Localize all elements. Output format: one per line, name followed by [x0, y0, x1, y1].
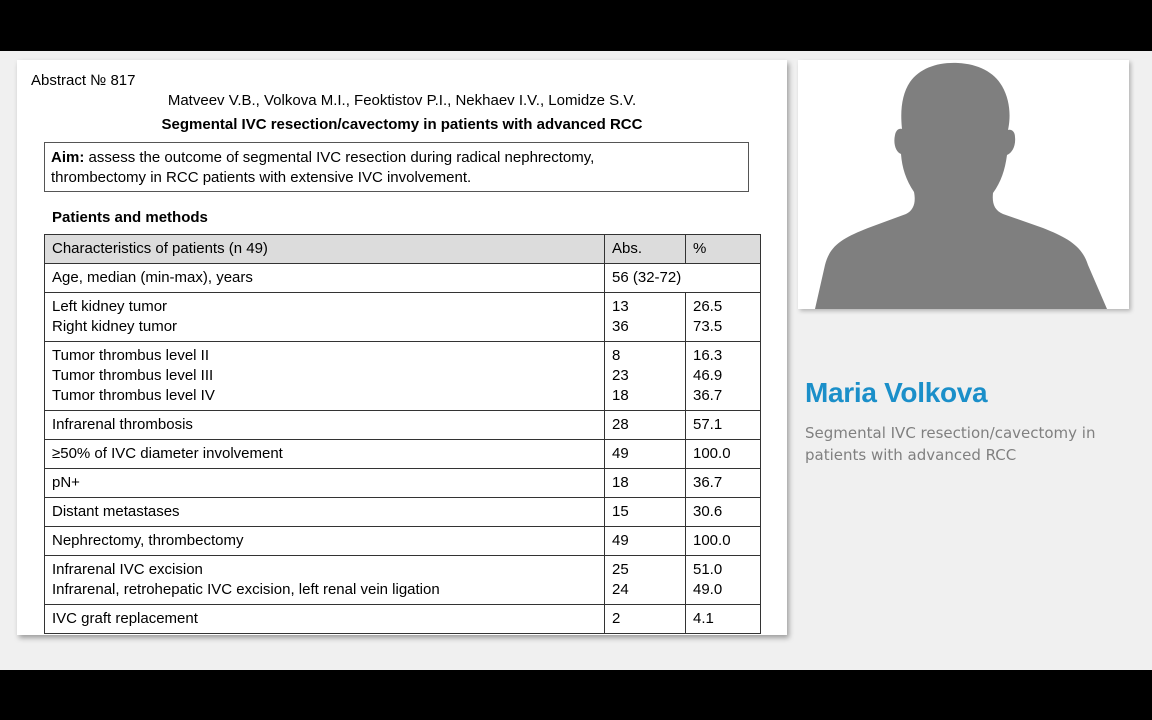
- row-percent-cell: [686, 527, 761, 556]
- row-abs: 23: [612, 367, 629, 384]
- row-abs: 2: [612, 610, 621, 627]
- row-percent: 46.9: [693, 367, 723, 384]
- row-label-cell: [45, 440, 605, 469]
- speaker-topic: Segmental IVC resection/cavectomy in patients with advanced RCC: [805, 424, 1096, 464]
- speaker-name: Maria Volkova: [805, 377, 988, 408]
- authors-line: Matveev V.B., Volkova M.I., Feoktistov P.I., Nekhaev I.V., Lomidze S.V.: [167, 92, 637, 109]
- row-percent: 73.5: [693, 318, 723, 335]
- row-label: IVC graft replacement: [52, 610, 198, 627]
- row-percent-cell: [686, 498, 761, 527]
- row-percent-cell: [686, 605, 761, 634]
- table-row: [45, 498, 761, 527]
- row-percent: 26.5: [693, 298, 723, 315]
- patients-table: [44, 234, 761, 634]
- row-percent: 16.3: [693, 347, 723, 364]
- row-percent: 30.6: [693, 503, 723, 520]
- row-percent-cell: [686, 440, 761, 469]
- speaker-photo: [798, 60, 1129, 309]
- table-row: [45, 605, 761, 634]
- row-label-cell: [45, 293, 605, 342]
- row-label: ≥50% of IVC diameter involvement: [52, 445, 283, 462]
- row-label: Infrarenal IVC excision: [52, 561, 203, 578]
- row-abs: 49: [612, 532, 629, 549]
- row-abs-cell: [605, 527, 686, 556]
- row-label-cell: [45, 556, 605, 605]
- row-percent: 100.0: [693, 532, 731, 549]
- row-percent: 36.7: [693, 387, 723, 404]
- row-abs: 13: [612, 298, 629, 315]
- row-label: Infrarenal, retrohepatic IVC excision, left renal vein ligation: [52, 581, 440, 598]
- row-label-cell: [45, 527, 605, 556]
- row-percent-cell: [686, 293, 761, 342]
- age-value: 56 (32-72): [605, 264, 761, 293]
- row-percent: 51.0: [693, 561, 723, 578]
- row-label: Nephrectomy, thrombectomy: [52, 532, 244, 549]
- row-abs-cell: [605, 469, 686, 498]
- table-row: [45, 411, 761, 440]
- row-abs: 25: [612, 561, 629, 578]
- row-percent-cell: [686, 342, 761, 411]
- row-abs-cell: [605, 411, 686, 440]
- table-row: [45, 293, 761, 342]
- row-label: Right kidney tumor: [52, 318, 178, 335]
- row-percent: 100.0: [693, 445, 731, 462]
- row-abs: 18: [612, 474, 629, 491]
- row-abs: 49: [612, 445, 629, 462]
- row-percent: 36.7: [693, 474, 723, 491]
- header-characteristics: Characteristics of patients (n 49): [45, 235, 605, 264]
- row-abs-cell: [605, 605, 686, 634]
- row-label-cell: [45, 498, 605, 527]
- abstract-number: Abstract № 817: [31, 72, 136, 89]
- row-abs: 36: [612, 318, 629, 335]
- row-label: Distant metastases: [52, 503, 180, 520]
- row-label-cell: [45, 469, 605, 498]
- table-row: [45, 440, 761, 469]
- header-abs: Abs.: [605, 235, 686, 264]
- row-abs: 15: [612, 503, 629, 520]
- row-abs: 28: [612, 416, 629, 433]
- row-abs: 18: [612, 387, 629, 404]
- aim-box: [44, 142, 749, 192]
- row-abs-cell: [605, 440, 686, 469]
- row-label: Tumor thrombus level III: [52, 367, 214, 384]
- table-row: [45, 556, 761, 605]
- row-label: Tumor thrombus level II: [52, 347, 209, 364]
- abstract-slide: [17, 60, 787, 635]
- table-row: [45, 469, 761, 498]
- row-label: pN+: [52, 474, 80, 491]
- row-label: Tumor thrombus level IV: [52, 387, 215, 404]
- table-row: [45, 342, 761, 411]
- row-label-cell: [45, 342, 605, 411]
- row-percent: 49.0: [693, 581, 723, 598]
- person-silhouette-icon: [798, 60, 1129, 309]
- age-label: Age, median (min-max), years: [45, 264, 605, 293]
- table-row: [45, 264, 761, 293]
- table-row: [45, 527, 761, 556]
- row-label: Infrarenal thrombosis: [52, 416, 193, 433]
- row-percent-cell: [686, 469, 761, 498]
- section-heading: Patients and methods: [52, 209, 208, 226]
- row-percent: 57.1: [693, 416, 723, 433]
- aim-text-line-1: assess the outcome of segmental IVC resection during radical nephrectomy,: [84, 149, 595, 166]
- row-abs-cell: [605, 498, 686, 527]
- video-frame: [0, 51, 1152, 670]
- row-abs-cell: [605, 556, 686, 605]
- row-label: Left kidney tumor: [52, 298, 168, 315]
- header-percent: %: [686, 235, 761, 264]
- row-abs: 8: [612, 347, 621, 364]
- aim-label: Aim:: [51, 149, 85, 166]
- row-percent: 4.1: [693, 610, 714, 627]
- aim-text-line-2: thrombectomy in RCC patients with extensive IVC involvement.: [51, 169, 472, 186]
- row-abs-cell: [605, 293, 686, 342]
- slide-title: Segmental IVC resection/cavectomy in patients with advanced RCC: [161, 116, 643, 133]
- row-percent-cell: [686, 411, 761, 440]
- row-abs: 24: [612, 581, 629, 598]
- row-label-cell: [45, 605, 605, 634]
- row-abs-cell: [605, 342, 686, 411]
- row-percent-cell: [686, 556, 761, 605]
- row-label-cell: [45, 411, 605, 440]
- table-header-row: [45, 235, 761, 264]
